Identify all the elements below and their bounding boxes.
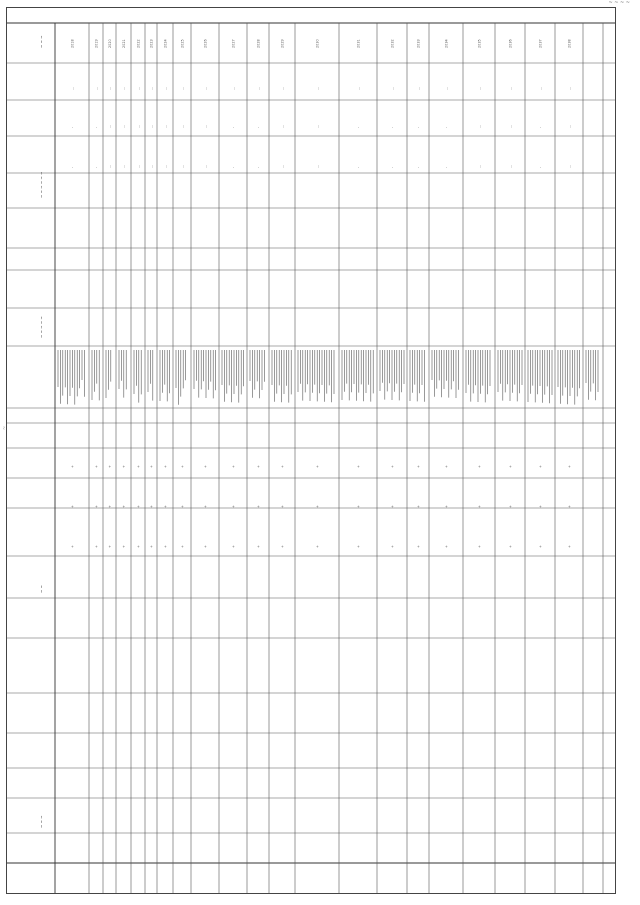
row-value-a: ... bbox=[136, 124, 141, 128]
row-value-b: ... bbox=[280, 164, 285, 168]
row-year: 2029 bbox=[280, 39, 285, 48]
row-total: ... bbox=[256, 86, 261, 90]
row-value-a: - bbox=[70, 126, 75, 128]
row-year: 2024 bbox=[163, 39, 168, 48]
row-mark: + bbox=[203, 545, 208, 548]
row-mark: + bbox=[231, 505, 236, 508]
row-value-b: ... bbox=[315, 164, 320, 168]
row-total: ... bbox=[508, 86, 513, 90]
row-mark: + bbox=[477, 505, 482, 508]
row-value-b: ... bbox=[567, 164, 572, 168]
row-mark: + bbox=[538, 545, 543, 548]
row-total: ... bbox=[108, 86, 112, 90]
header-indicator: ~ ~ ~ ~ ~ bbox=[39, 316, 44, 338]
row-mark: + bbox=[70, 505, 75, 508]
row-total: ... bbox=[280, 86, 285, 90]
row-value-a: ... bbox=[567, 124, 572, 128]
row-mark: + bbox=[203, 505, 208, 508]
row-total: ... bbox=[390, 86, 395, 90]
row-value-b: - bbox=[70, 166, 75, 168]
row-year: 2018 bbox=[70, 39, 75, 48]
row-total: ... bbox=[203, 86, 208, 90]
row-value-b: - bbox=[444, 166, 449, 168]
row-mark: + bbox=[390, 545, 395, 548]
row-value-a: ... bbox=[122, 124, 126, 128]
row-value-b: ... bbox=[108, 164, 112, 168]
row-mark: + bbox=[108, 505, 112, 508]
row-mark: + bbox=[122, 545, 126, 548]
row-mark: + bbox=[231, 465, 236, 468]
row-mark: + bbox=[567, 465, 572, 468]
row-mark: + bbox=[416, 505, 421, 508]
row-mark: + bbox=[163, 465, 168, 468]
rotated-table-page bbox=[6, 7, 616, 894]
row-year: 2025 bbox=[180, 39, 185, 48]
row-mark: + bbox=[256, 505, 261, 508]
row-mark: + bbox=[315, 505, 320, 508]
row-year: 2028 bbox=[256, 39, 261, 48]
row-mark: + bbox=[538, 505, 543, 508]
row-mark: + bbox=[70, 545, 75, 548]
row-value-b: - bbox=[356, 166, 361, 168]
row-mark: + bbox=[416, 465, 421, 468]
side-note: ~ bbox=[2, 425, 8, 430]
row-year: 2034 bbox=[444, 39, 449, 48]
row-mark: + bbox=[508, 545, 513, 548]
row-year: 2033 bbox=[416, 39, 421, 48]
row-value-a: ... bbox=[280, 124, 285, 128]
row-mark: + bbox=[122, 465, 126, 468]
row-mark: + bbox=[538, 465, 543, 468]
row-mark: + bbox=[163, 545, 168, 548]
row-value-a: ... bbox=[508, 124, 513, 128]
row-year: 2023 bbox=[149, 39, 154, 48]
row-total: ... bbox=[180, 86, 185, 90]
row-year: 2027 bbox=[231, 39, 236, 48]
row-value-b: ... bbox=[477, 164, 482, 168]
row-mark: + bbox=[477, 545, 482, 548]
row-value-b: ... bbox=[149, 164, 154, 168]
row-total: ... bbox=[416, 86, 421, 90]
row-total: ... bbox=[163, 86, 168, 90]
row-year: 2031 bbox=[356, 39, 361, 48]
row-mark: + bbox=[70, 465, 75, 468]
page-header: ~ ~ ~ ~ bbox=[608, 0, 630, 6]
row-mark: + bbox=[315, 465, 320, 468]
row-value-a: - bbox=[444, 126, 449, 128]
row-year: 2032 bbox=[390, 39, 395, 48]
row-value-b: ... bbox=[180, 164, 185, 168]
row-mark: + bbox=[477, 465, 482, 468]
row-mark: + bbox=[180, 465, 185, 468]
row-mark: + bbox=[108, 545, 112, 548]
row-year: 2030 bbox=[315, 39, 320, 48]
row-mark: + bbox=[356, 505, 361, 508]
header-years: ~ ~ ~ bbox=[39, 815, 44, 828]
table-grid bbox=[7, 8, 615, 893]
row-value-b: - bbox=[416, 166, 421, 168]
row-total: ... bbox=[444, 86, 449, 90]
row-mark: + bbox=[315, 545, 320, 548]
row-mark: + bbox=[180, 505, 185, 508]
row-mark: + bbox=[567, 545, 572, 548]
row-mark: + bbox=[163, 505, 168, 508]
row-mark: + bbox=[136, 505, 141, 508]
header-results: ~ ~ ~ ~ ~ ~ bbox=[39, 171, 44, 198]
row-mark: + bbox=[280, 505, 285, 508]
row-total: ... bbox=[231, 86, 236, 90]
row-total: ... bbox=[567, 86, 572, 90]
row-year: 2037 bbox=[538, 39, 543, 48]
row-mark: + bbox=[149, 465, 154, 468]
row-total: ... bbox=[94, 86, 99, 90]
row-total: ... bbox=[356, 86, 361, 90]
row-mark: + bbox=[108, 465, 112, 468]
header-finance: ~ ~ ~ bbox=[39, 35, 44, 48]
row-value-a: ... bbox=[477, 124, 482, 128]
row-value-b: ... bbox=[163, 164, 168, 168]
row-year: 2022 bbox=[136, 39, 141, 48]
row-total: ... bbox=[149, 86, 154, 90]
row-value-a: ... bbox=[163, 124, 168, 128]
row-value-b: - bbox=[231, 166, 236, 168]
header-unit: ~ ~ bbox=[39, 585, 44, 593]
row-value-a: - bbox=[94, 126, 99, 128]
row-mark: + bbox=[94, 465, 99, 468]
row-total: ... bbox=[477, 86, 482, 90]
row-mark: + bbox=[149, 545, 154, 548]
row-year: 2020 bbox=[108, 39, 112, 48]
row-mark: + bbox=[256, 545, 261, 548]
row-mark: + bbox=[356, 545, 361, 548]
row-total: ... bbox=[315, 86, 320, 90]
row-mark: + bbox=[444, 545, 449, 548]
row-total: ... bbox=[70, 86, 75, 90]
row-mark: + bbox=[122, 505, 126, 508]
row-mark: + bbox=[231, 545, 236, 548]
row-mark: + bbox=[444, 505, 449, 508]
row-total: ... bbox=[136, 86, 141, 90]
row-mark: + bbox=[567, 505, 572, 508]
row-year: 2021 bbox=[122, 39, 126, 48]
row-mark: + bbox=[508, 505, 513, 508]
row-mark: + bbox=[136, 465, 141, 468]
row-mark: + bbox=[280, 545, 285, 548]
row-value-a: - bbox=[416, 126, 421, 128]
row-mark: + bbox=[136, 545, 141, 548]
row-value-b: ... bbox=[508, 164, 513, 168]
row-mark: + bbox=[94, 545, 99, 548]
row-value-b: ... bbox=[203, 164, 208, 168]
row-value-a: ... bbox=[149, 124, 154, 128]
row-value-b: - bbox=[94, 166, 99, 168]
row-mark: + bbox=[508, 465, 513, 468]
row-year: 2019 bbox=[94, 39, 99, 48]
row-year: 2038 bbox=[567, 39, 572, 48]
row-year: 2035 bbox=[477, 39, 482, 48]
row-mark: + bbox=[280, 465, 285, 468]
row-mark: + bbox=[390, 465, 395, 468]
row-total: ... bbox=[122, 86, 126, 90]
row-value-a: ... bbox=[180, 124, 185, 128]
row-mark: + bbox=[149, 505, 154, 508]
row-mark: + bbox=[390, 505, 395, 508]
row-value-a: ... bbox=[315, 124, 320, 128]
row-mark: + bbox=[444, 465, 449, 468]
row-year: 2026 bbox=[203, 39, 208, 48]
row-value-a: - bbox=[231, 126, 236, 128]
row-value-b: - bbox=[390, 166, 395, 168]
row-value-b: ... bbox=[136, 164, 141, 168]
row-value-a: - bbox=[356, 126, 361, 128]
row-mark: + bbox=[356, 465, 361, 468]
row-value-b: ... bbox=[122, 164, 126, 168]
row-mark: + bbox=[416, 545, 421, 548]
row-value-b: - bbox=[256, 166, 261, 168]
row-mark: + bbox=[256, 465, 261, 468]
row-value-a: ... bbox=[203, 124, 208, 128]
row-value-a: - bbox=[256, 126, 261, 128]
row-value-a: - bbox=[390, 126, 395, 128]
row-mark: + bbox=[94, 505, 99, 508]
row-value-a: - bbox=[538, 126, 543, 128]
row-mark: + bbox=[203, 465, 208, 468]
row-total: ... bbox=[538, 86, 543, 90]
row-value-a: ... bbox=[108, 124, 112, 128]
row-year: 2036 bbox=[508, 39, 513, 48]
row-value-b: - bbox=[538, 166, 543, 168]
row-mark: + bbox=[180, 545, 185, 548]
